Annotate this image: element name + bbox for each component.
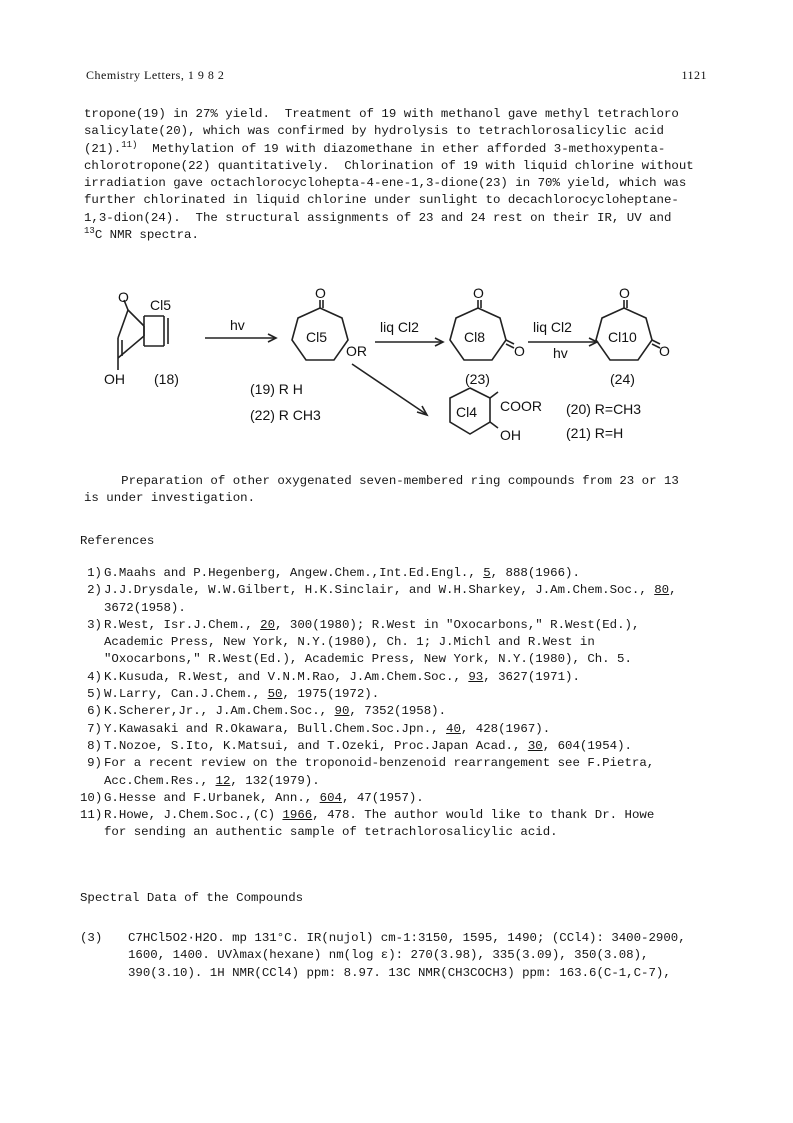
text-line: is under investigation. bbox=[84, 491, 256, 506]
ref-text: Acc.Chem.Res., bbox=[104, 773, 216, 788]
reference-item bbox=[80, 738, 720, 755]
c19-label: (19) R H bbox=[250, 381, 303, 397]
reference-item bbox=[80, 721, 720, 738]
ref-number: 1) bbox=[87, 566, 102, 580]
c19-or: OR bbox=[346, 343, 367, 359]
c24-oxo: O bbox=[619, 285, 630, 301]
c18-label: (18) bbox=[154, 371, 179, 387]
c18-oh: OH bbox=[104, 371, 125, 387]
ref-number: 7) bbox=[87, 721, 102, 736]
ref-number: 8) bbox=[87, 738, 102, 753]
benz-oh: OH bbox=[500, 427, 521, 443]
ref-volume: 93 bbox=[468, 669, 484, 684]
c22-label: (22) R CH3 bbox=[250, 407, 321, 423]
text-line bbox=[84, 141, 709, 158]
ref-text: "Oxocarbons," R.West(Ed.), Academic Press, New York, N.Y.(1980), Ch. 5. bbox=[104, 652, 632, 667]
ref-text: R.Howe, J.Chem.Soc.,(C) bbox=[104, 808, 283, 823]
ref-text: , 47(1957). bbox=[341, 790, 424, 805]
ref-volume: 30 bbox=[527, 738, 543, 753]
ref-volume: 90 bbox=[334, 704, 350, 719]
text-line: irradiation gave octachlorocyclohepta-4-ene-1,3-dione(23) in 70% yield, which was bbox=[84, 176, 687, 191]
ref-volume: 5 bbox=[483, 566, 491, 580]
text-line: tropone(19) in 27% yield. Treatment of 19 with methanol gave methyl tetrachloro bbox=[84, 107, 679, 121]
ref-text: K.Scherer,Jr., J.Am.Chem.Soc., bbox=[104, 704, 335, 719]
ref-text: R.West, Isr.J.Chem., bbox=[104, 617, 261, 632]
text-line: Preparation of other oxygenated seven-membered ring compounds from 23 or 13 bbox=[84, 474, 679, 488]
reference-item bbox=[80, 807, 720, 842]
ref-text: , 428(1967). bbox=[460, 721, 551, 736]
ref-text: 3672(1958). bbox=[104, 600, 186, 615]
ref-text: , 3627(1971). bbox=[483, 669, 580, 684]
benz-ring: Cl4 bbox=[456, 404, 478, 420]
c23-label: (23) bbox=[465, 371, 490, 387]
arrow3-label: liq Cl2 bbox=[533, 319, 572, 335]
text-line: salicylate(20), which was confirmed by hydrolysis to tetrachlorosalicylic acid bbox=[84, 124, 664, 139]
text-fragment: Methylation of 19 with diazomethane in ether afforded 3-methoxypenta- bbox=[137, 141, 666, 156]
text-line: 1,3-dion(24). The structural assignments of 23 and 24 rest on their IR, UV and bbox=[84, 210, 672, 225]
ref-text: G.Maahs and P.Hegenberg, Angew.Chem.,Int.Ed.Engl., bbox=[104, 566, 484, 580]
ref-volume: 12 bbox=[215, 773, 231, 788]
compound-number: (3) bbox=[80, 931, 103, 945]
c19-oxo: O bbox=[315, 285, 326, 301]
c18-oxo: O bbox=[118, 289, 129, 305]
ref-number: 2) bbox=[87, 583, 102, 598]
references-heading: References bbox=[80, 534, 155, 548]
page-number: 1121 bbox=[681, 68, 707, 82]
c20-label: (20) R=CH3 bbox=[566, 401, 642, 417]
arrow1-label: hv bbox=[230, 317, 245, 333]
prep-paragraph bbox=[84, 473, 709, 508]
spectral-line: 390(3.10). 1H NMR(CCl4) ppm: 8.97. 13C NMR(CH3COCH3) ppm: 163.6(C-1,C-7), bbox=[128, 965, 671, 980]
journal-name: Chemistry Letters, 1 9 8 2 bbox=[86, 68, 225, 82]
reference-item bbox=[80, 582, 720, 617]
reference-item bbox=[80, 790, 720, 807]
ref-text: Y.Kawasaki and R.Okawara, Bull.Chem.Soc.Jpn., bbox=[104, 721, 447, 736]
ref-text: J.J.Drysdale, W.W.Gilbert, H.K.Sinclair, and W.H.Sharkey, J.Am.Chem.Soc., bbox=[104, 583, 655, 598]
text-fragment: C NMR spectra. bbox=[94, 228, 199, 243]
ref-number: 11) bbox=[80, 808, 103, 823]
c24-label: (24) bbox=[610, 371, 635, 387]
ref-text: for sending an authentic sample of tetrachlorosalicylic acid. bbox=[104, 825, 558, 840]
arrow2-label: liq Cl2 bbox=[380, 319, 419, 335]
ref-volume: 604 bbox=[319, 790, 342, 805]
ref-text: Academic Press, New York, N.Y.(1980), Ch. 1; J.Michl and R.West in bbox=[104, 635, 595, 650]
ref-text: , 604(1954). bbox=[542, 738, 632, 753]
benz-cooh: COOR bbox=[500, 398, 542, 414]
ref-text: , 300(1980); R.West in "Oxocarbons," R.West(Ed.), bbox=[275, 617, 640, 632]
c23-oxo2: O bbox=[514, 343, 525, 359]
text-line bbox=[84, 227, 709, 244]
ref-text: , 888(1966). bbox=[490, 566, 580, 580]
ref-volume: 20 bbox=[260, 617, 276, 632]
reference-item bbox=[80, 565, 720, 582]
c18-cl: Cl5 bbox=[150, 297, 172, 313]
spectral-heading: Spectral Data of the Compounds bbox=[80, 891, 304, 905]
ref-number: 10) bbox=[80, 790, 103, 805]
ref-volume: 40 bbox=[446, 721, 461, 736]
ref-text: , 7352(1958). bbox=[349, 704, 447, 719]
c19-ring: Cl5 bbox=[306, 329, 328, 345]
text-fragment: (21). bbox=[84, 141, 122, 156]
c24-ring: Cl10 bbox=[608, 329, 637, 345]
reference-item bbox=[80, 703, 720, 720]
reference-item bbox=[80, 686, 720, 703]
references-list bbox=[80, 565, 720, 842]
spectral-data bbox=[80, 930, 730, 982]
c24-oxo2: O bbox=[659, 343, 670, 359]
ref-number: 9) bbox=[87, 756, 102, 771]
spectral-line: 1600, 1400. UVλmax(hexane) nm(log ε): 270(3.98), 335(3.09), 350(3.08), bbox=[128, 948, 649, 963]
ref-number: 3) bbox=[87, 617, 102, 632]
spectral-entry bbox=[80, 930, 730, 982]
citation-superscript: 11) bbox=[121, 139, 138, 150]
ref-text: , 478. The author would like to thank Dr. Howe bbox=[312, 808, 655, 823]
ref-text: T.Nozoe, S.Ito, K.Matsui, and T.Ozeki, Proc.Japan Acad., bbox=[104, 738, 528, 753]
ref-number: 5) bbox=[87, 687, 102, 702]
ref-text: W.Larry, Can.J.Chem., bbox=[104, 687, 268, 702]
ref-text: G.Hesse and F.Urbanek, Ann., bbox=[104, 790, 320, 805]
ref-volume: 1966 bbox=[282, 808, 313, 823]
reference-item bbox=[80, 755, 720, 790]
c21-label: (21) R=H bbox=[566, 425, 624, 441]
ref-text: , 1975(1972). bbox=[282, 687, 380, 702]
ref-volume: 80 bbox=[654, 583, 670, 598]
ref-text: For a recent review on the troponoid-benzenoid rearrangement see F.Pietra, bbox=[104, 756, 655, 771]
ref-text: , 132(1979). bbox=[230, 773, 320, 788]
reference-item bbox=[80, 669, 720, 686]
ref-text: , bbox=[669, 583, 677, 598]
ref-volume: 50 bbox=[267, 687, 283, 702]
ref-number: 4) bbox=[87, 669, 102, 684]
isotope-superscript: 13 bbox=[84, 225, 95, 236]
reference-item bbox=[80, 617, 720, 669]
ref-text: K.Kusuda, R.West, and V.N.M.Rao, J.Am.Chem.Soc., bbox=[104, 669, 469, 684]
text-line: further chlorinated in liquid chlorine under sunlight to decachlorocycloheptane- bbox=[84, 193, 679, 208]
arrow3-sublabel: hv bbox=[553, 345, 568, 361]
spectral-line: C7HCl5O2·H2O. mp 131°C. IR(nujol) cm-1:3150, 1595, 1490; (CCl4): 3400-2900, bbox=[128, 931, 686, 945]
c23-ring: Cl8 bbox=[464, 329, 486, 345]
ref-number: 6) bbox=[87, 704, 102, 719]
text-line: chlorotropone(22) quantitatively. Chlorination of 19 with liquid chlorine without bbox=[84, 158, 694, 173]
c23-oxo: O bbox=[473, 285, 484, 301]
intro-paragraph bbox=[84, 106, 709, 244]
reaction-scheme bbox=[90, 280, 710, 455]
